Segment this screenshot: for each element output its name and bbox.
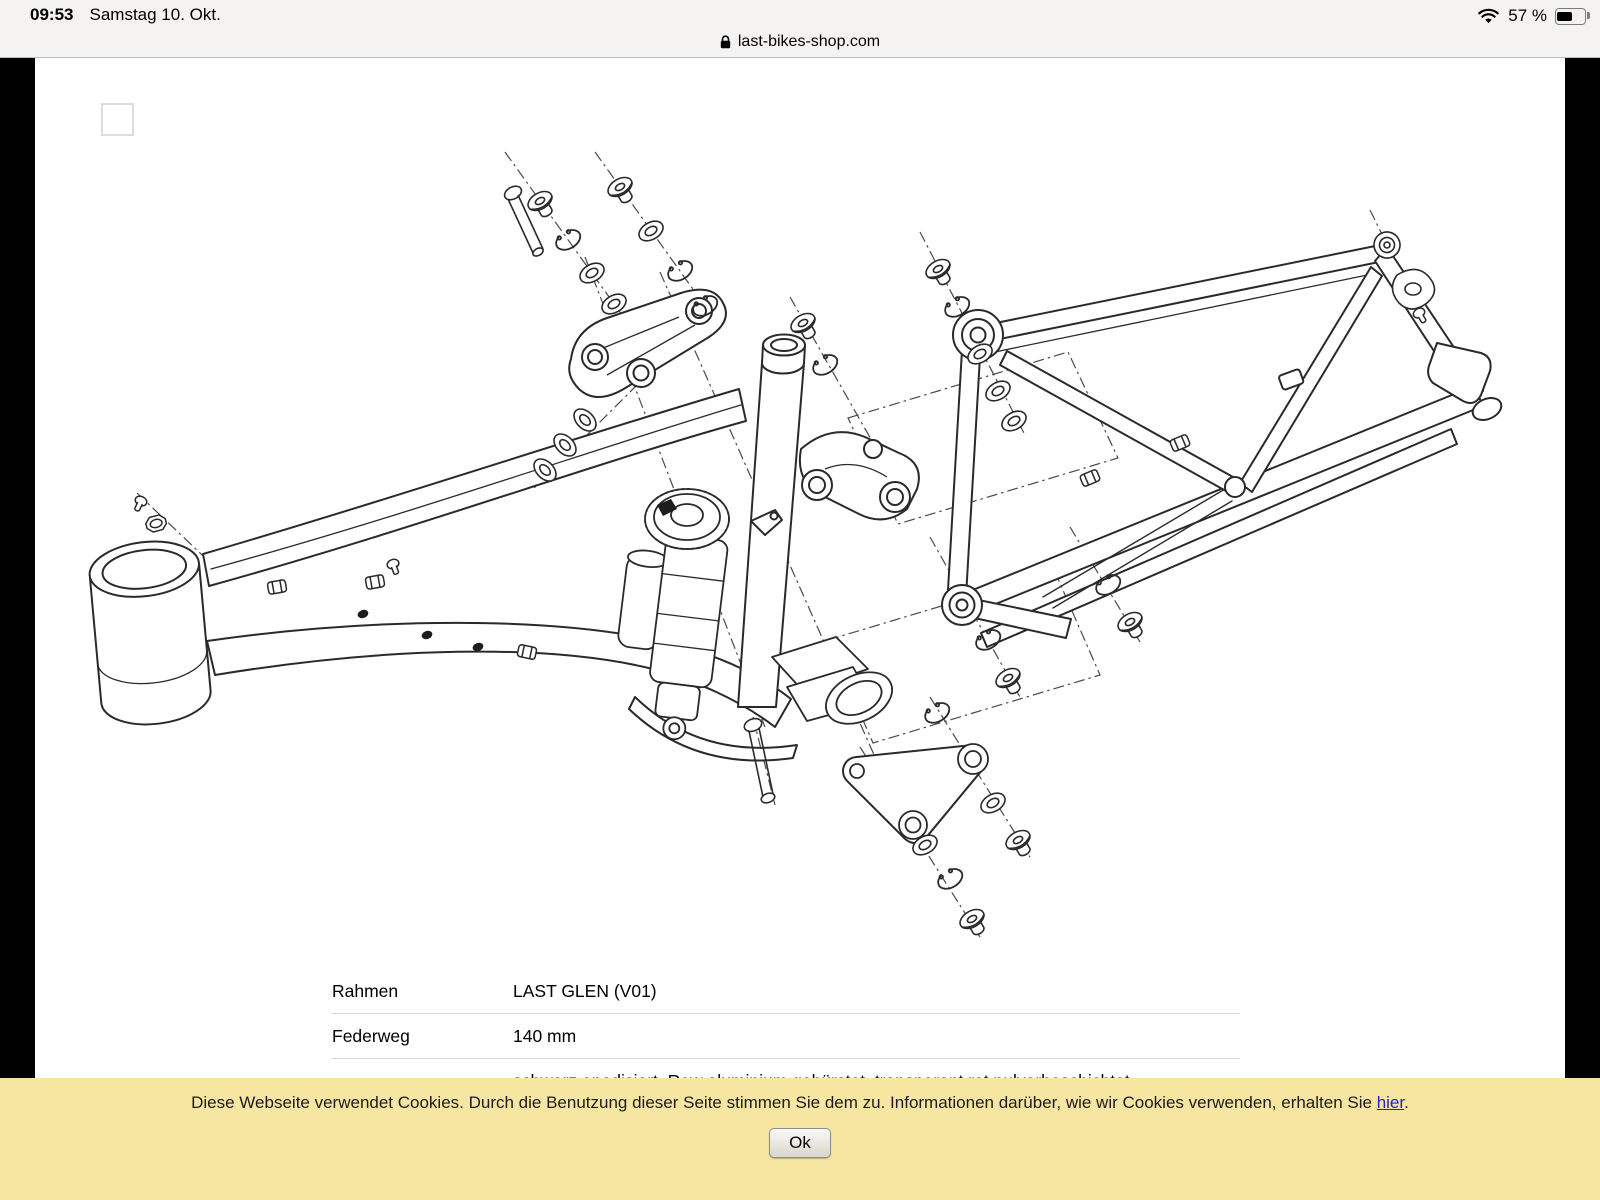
- spec-value: 140 mm: [513, 1025, 577, 1046]
- clock: 09:53: [30, 5, 74, 24]
- statusbar-left: [30, 5, 221, 25]
- bottom-bracket: [772, 637, 901, 734]
- lower-link: [850, 744, 988, 839]
- table-row: [332, 969, 1240, 1014]
- browser-chrome: [0, 0, 1600, 58]
- cookie-message: [0, 1093, 1600, 1113]
- wifi-icon: [1477, 8, 1500, 25]
- cookie-text-before: Diese Webseite verwendet Cookies. Durch die Benutzung dieser Seite stimmen Sie dem zu. Informationen darüber, wie wir Cookies verwenden, erhalten Sie: [191, 1093, 1377, 1112]
- letterbox-right: [1565, 57, 1600, 1078]
- cookie-text-after: .: [1404, 1093, 1409, 1112]
- cookie-banner: [0, 1078, 1600, 1200]
- address-bar[interactable]: [0, 29, 1600, 55]
- battery-nub: [1587, 12, 1590, 19]
- upper-rocker-link: [569, 290, 726, 397]
- battery-icon: [1555, 8, 1586, 25]
- lock-icon: [720, 35, 731, 49]
- exploded-frame-diagram: [35, 57, 1565, 1078]
- webpage-content: [35, 57, 1565, 1200]
- battery-percent: 57 %: [1508, 6, 1547, 25]
- table-row: [332, 1014, 1240, 1059]
- url-text: last-bikes-shop.com: [737, 33, 881, 50]
- cookie-info-link[interactable]: hier: [1376, 1093, 1405, 1112]
- cookie-ok-button[interactable]: Ok: [769, 1128, 831, 1158]
- spec-label: Federweg: [332, 1025, 410, 1046]
- letterbox-left: [0, 57, 35, 1078]
- spec-label: Rahmen: [332, 980, 399, 1001]
- middle-rocker-link: [800, 432, 919, 519]
- date: Samstag 10. Okt.: [89, 5, 221, 24]
- rear-shock: [607, 489, 729, 743]
- battery-fill: [1557, 12, 1572, 21]
- spec-value: LAST GLEN (V01): [513, 980, 657, 1001]
- statusbar-right: [1477, 6, 1586, 26]
